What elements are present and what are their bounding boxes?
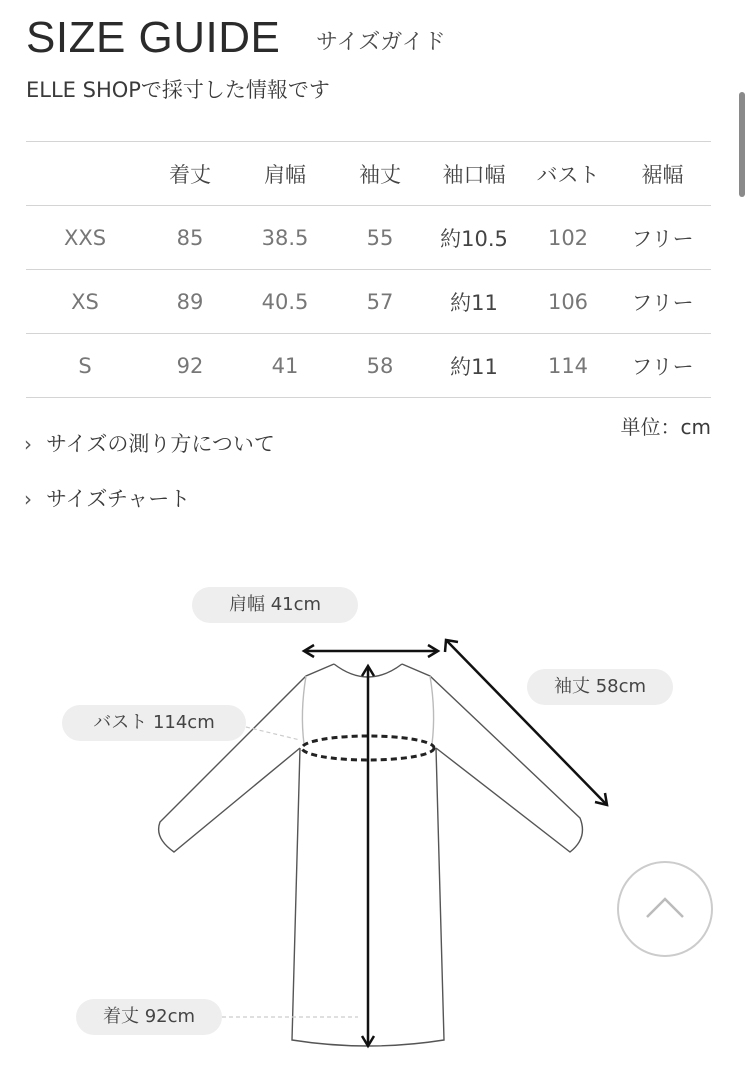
- sleeve-measure-arrow: [445, 640, 607, 805]
- table-cell: 57: [334, 270, 426, 334]
- size-cell: XXS: [26, 206, 144, 270]
- chevron-right-icon: ›: [24, 487, 32, 511]
- table-cell: フリー: [614, 206, 711, 270]
- column-header: バスト: [522, 142, 614, 206]
- table-cell: 106: [522, 270, 614, 334]
- table-cell: 55: [334, 206, 426, 270]
- bust-label: バスト 114cm: [62, 705, 246, 741]
- shoulder-width-label: 肩幅 41cm: [192, 587, 358, 623]
- table-cell: 約11: [426, 334, 522, 398]
- table-cell: 40.5: [236, 270, 334, 334]
- column-header: 袖口幅: [426, 142, 522, 206]
- length-measure-arrow: [362, 666, 374, 1046]
- column-header: 裾幅: [614, 142, 711, 206]
- table-cell: フリー: [614, 270, 711, 334]
- table-cell: 約11: [426, 270, 522, 334]
- chevron-up-icon: [619, 863, 711, 955]
- unit-label: 単位：cm: [620, 415, 711, 439]
- column-header: 着丈: [144, 142, 236, 206]
- table-cell: 58: [334, 334, 426, 398]
- column-header: 袖丈: [334, 142, 426, 206]
- page-title: SIZE GUIDE: [26, 13, 281, 62]
- size-cell: XS: [26, 270, 144, 334]
- table-cell: 92: [144, 334, 236, 398]
- table-cell: 89: [144, 270, 236, 334]
- link-label: サイズの測り方について: [46, 432, 275, 456]
- table-cell: 41: [236, 334, 334, 398]
- bust-leader-line: [246, 727, 300, 740]
- link-label: サイズチャート: [46, 487, 191, 511]
- table-cell: フリー: [614, 334, 711, 398]
- scroll-to-top-button[interactable]: [617, 861, 713, 957]
- size-cell: S: [26, 334, 144, 398]
- table-cell: 38.5: [236, 206, 334, 270]
- source-note: ELLE SHOPで採寸した情報です: [26, 78, 330, 102]
- shoulder-measure-arrow: [304, 645, 438, 657]
- page-subtitle: サイズガイド: [316, 30, 446, 55]
- length-label: 着丈 92cm: [76, 999, 222, 1035]
- column-header: 肩幅: [236, 142, 334, 206]
- table-cell: 114: [522, 334, 614, 398]
- table-cell: 85: [144, 206, 236, 270]
- sleeve-length-label: 袖丈 58cm: [527, 669, 673, 705]
- table-cell: 約10.5: [426, 206, 522, 270]
- chevron-right-icon: ›: [24, 432, 32, 456]
- table-cell: 102: [522, 206, 614, 270]
